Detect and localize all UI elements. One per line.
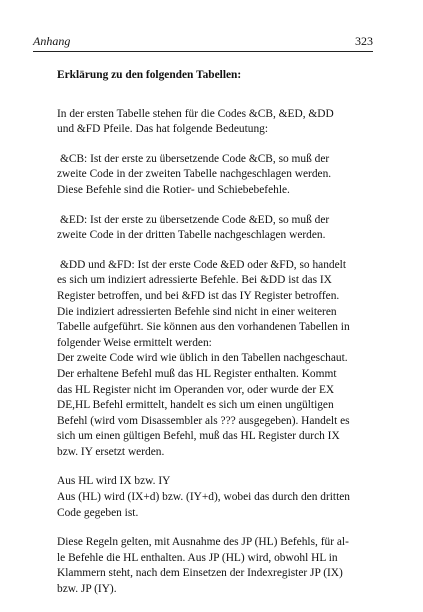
text-line: Die indiziert adressierten Befehle sind nicht in einer weiteren xyxy=(57,305,337,318)
text-line: Code gegeben ist. xyxy=(57,506,139,519)
text-line: Aus HL wird IX bzw. IY xyxy=(57,475,171,488)
chapter-title: Anhang xyxy=(33,34,71,48)
text-line: Befehl (wird vom Disassembler als ??? ausgegeben). Handelt es xyxy=(57,414,350,427)
text-line: zweite Code in der zweiten Tabelle nachgeschlagen werden. xyxy=(57,168,332,181)
text-line: bzw. IY ersetzt werden. xyxy=(57,445,165,458)
paragraph-jp-exception xyxy=(57,535,370,597)
text-line: &CB: Ist der erste zu übersetzende Code &CB, so muß der xyxy=(60,152,330,165)
header-rule xyxy=(33,51,373,52)
text-line: das HL Register nicht im Operanden vor, oder wurde der EX xyxy=(57,383,335,396)
paragraph-cb xyxy=(57,152,370,199)
text-line: Diese Befehle sind die Rotier- und Schiebebefehle. xyxy=(57,183,290,196)
text-line: sich um einen gültigen Befehl, muß das HL Register durch IX xyxy=(57,430,340,443)
text-line: DE,HL Befehl ermittelt, handelt es sich um einen ungültigen xyxy=(57,399,334,412)
section-heading: Erklärung zu den folgenden Tabellen: xyxy=(57,69,242,81)
text-line: le Befehle die HL enthalten. Aus JP (HL) wird, obwohl HL in xyxy=(57,551,338,564)
paragraph-intro xyxy=(57,107,370,138)
text-line: In der ersten Tabelle stehen für die Codes &CB, &ED, &DD xyxy=(57,107,334,120)
text-line: Register betroffen, und bei &FD ist das IY Register betroffen. xyxy=(57,289,340,302)
paragraph-ed xyxy=(57,213,370,244)
text-line: es sich um indiziert adressierte Befehle. Bei &DD ist das IX xyxy=(57,274,332,287)
text-line: &ED: Ist der erste zu übersetzende Code &ED, so muß der xyxy=(60,213,330,226)
page-number: 323 xyxy=(355,34,373,48)
paragraph-replacement-rules xyxy=(57,474,370,521)
page-body xyxy=(57,68,370,612)
text-line: Aus (HL) wird (IX+d) bzw. (IY+d), wobei das durch den dritten xyxy=(57,491,350,504)
text-line: folgender Weise ermittelt werden: xyxy=(57,336,212,349)
text-line: Diese Regeln gelten, mit Ausnahme des JP (HL) Befehls, für al- xyxy=(57,536,349,549)
text-line: und &FD Pfeile. Das hat folgende Bedeutung: xyxy=(57,123,269,136)
text-line: Klammern steht, nach dem Einsetzen der Indexregister JP (IX) xyxy=(57,567,343,580)
text-line: Der erhaltene Befehl muß das HL Register enthalten. Kommt xyxy=(57,367,337,380)
text-line: zweite Code in der dritten Tabelle nachgeschlagen werden. xyxy=(57,229,326,242)
text-line: Tabelle aufgeführt. Sie können aus den vorhandenen Tabellen in xyxy=(57,321,350,334)
text-line: &DD und &FD: Ist der erste Code &ED oder &FD, so handelt xyxy=(60,258,346,271)
text-line: Der zweite Code wird wie üblich in den Tabellen nachgeschaut. xyxy=(57,352,348,365)
text-line: bzw. JP (IY). xyxy=(57,583,117,596)
paragraph-dd-fd xyxy=(57,258,370,461)
running-head xyxy=(33,34,373,50)
